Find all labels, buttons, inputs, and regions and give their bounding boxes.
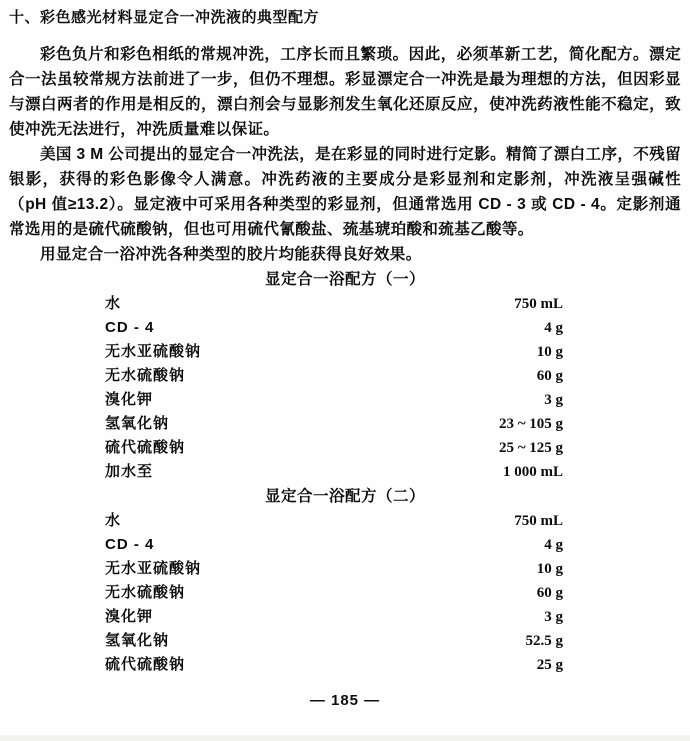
formula-row	[9, 388, 681, 412]
formula-row	[9, 629, 681, 653]
formula-1-heading: 显定合一浴配方（一）	[264, 271, 425, 288]
ingredient-amount: 3 g	[544, 609, 563, 625]
paragraph: 彩色负片和彩色相纸的常规冲洗，工序长而且繁琐。因此，必须革新工艺，简化配方。漂定合一法虽较常规方法前进了一步，但仍不理想。彩显漂定合一冲洗是最为理想的方法，但因彩显与漂白两者的作用是相反的，漂白剂会与显影剂发生氧化还原反应，使冲洗药液性能不稳定，致使冲洗无法进行，冲洗质量难以保证。	[9, 46, 681, 138]
ingredient-amount: 52.5 g	[525, 633, 563, 649]
ingredient-amount: 750 mL	[514, 513, 563, 529]
formula-2-heading: 显定合一浴配方（二）	[264, 488, 425, 505]
formula-row	[9, 557, 681, 581]
ingredient-name: CD - 4	[105, 536, 155, 553]
ingredient-amount: 10 g	[536, 344, 563, 360]
ingredient-name: 硫代硫酸钠	[105, 656, 186, 673]
formula-row	[9, 605, 681, 629]
ingredient-name: CD - 4	[105, 319, 155, 336]
page-title: 十、彩色感光材料显定合一冲洗液的典型配方	[9, 9, 320, 26]
formula-row	[9, 340, 681, 364]
ingredient-name: 溴化钾	[105, 391, 154, 408]
ingredient-amount: 60 g	[536, 368, 563, 384]
ingredient-amount: 60 g	[536, 585, 563, 601]
ingredient-name: 无水亚硫酸钠	[105, 560, 202, 577]
formula-row	[9, 364, 681, 388]
formula-row	[9, 581, 681, 605]
ingredient-amount: 4 g	[544, 537, 563, 553]
ingredient-amount: 4 g	[544, 320, 563, 336]
formula-row	[9, 509, 681, 533]
ingredient-amount: 25 g	[536, 657, 563, 673]
ingredient-amount: 1 000 mL	[503, 464, 563, 480]
formula-row	[9, 292, 681, 316]
ingredient-amount: 25 ~ 125 g	[498, 440, 563, 456]
ingredient-name: 氢氧化钠	[105, 415, 170, 432]
ingredient-name: 氢氧化钠	[105, 632, 170, 649]
ingredient-amount: 23 ~ 105 g	[498, 416, 563, 432]
ingredient-name: 加水至	[105, 463, 154, 480]
ingredient-name: 无水硫酸钠	[105, 367, 186, 384]
paragraph: 美国 3 M 公司提出的显定合一冲洗法，是在彩显的同时进行定影。精简了漂白工序，不残留银影，获得的彩色影像令人满意。冲洗药液的主要成分是彩显剂和定影剂，冲洗液呈强碱性（pH 值≥13.2）。显定液中可采用各种类型的彩显剂，但通常选用 CD - 3 或 CD - 4。定影剂通常选用的是硫代硫酸钠，但也可用硫代氰酸盐、巯基琥珀酸和巯基乙酸等。	[9, 146, 681, 238]
ingredient-name: 无水亚硫酸钠	[105, 343, 202, 360]
ingredient-amount: 750 mL	[514, 296, 563, 312]
formula-row	[9, 533, 681, 557]
formula-row	[9, 316, 681, 340]
formula-row	[9, 460, 681, 484]
ingredient-name: 水	[105, 512, 122, 529]
ingredient-name: 硫代硫酸钠	[105, 439, 186, 456]
ingredient-name: 无水硫酸钠	[105, 584, 186, 601]
formula-row	[9, 653, 681, 677]
ingredient-name: 水	[105, 295, 122, 312]
page-number: — 185 —	[309, 692, 381, 709]
formula-row	[9, 412, 681, 436]
ingredient-name: 溴化钾	[105, 608, 154, 625]
paragraph: 用显定合一浴冲洗各种类型的胶片均能获得良好效果。	[40, 246, 422, 263]
ingredient-amount: 10 g	[536, 561, 563, 577]
formula-row	[9, 436, 681, 460]
scan-edge-artifact	[0, 735, 690, 741]
ingredient-amount: 3 g	[544, 392, 563, 408]
